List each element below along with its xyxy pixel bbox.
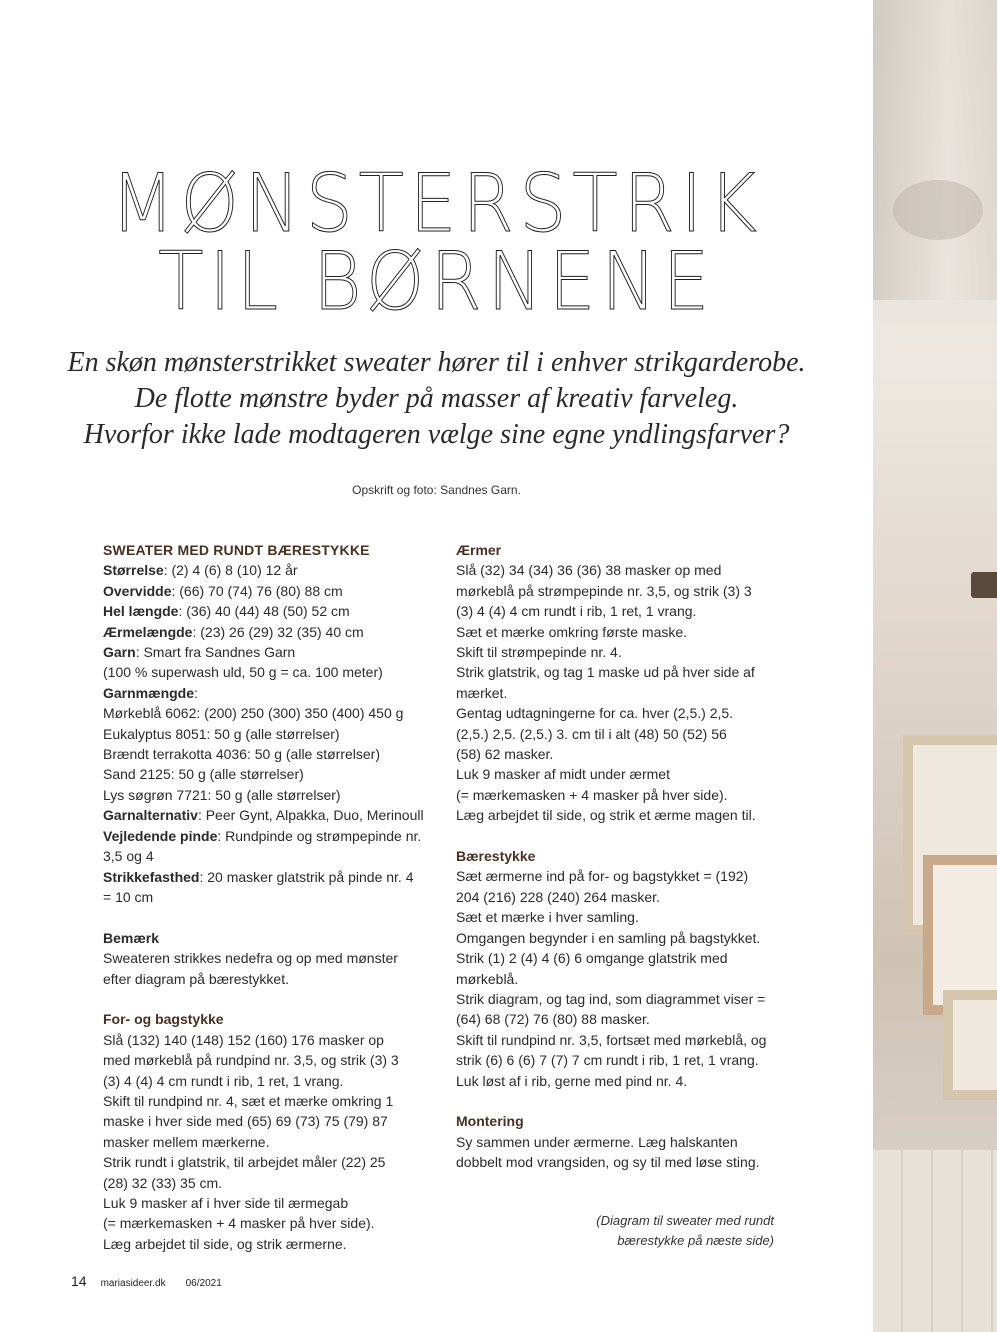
body-line: Læg arbejdet til side, og strik ærmerne. [103,1235,347,1252]
body-line: Gentag udtagningerne for ca. hver (2,5.) 2,5. [456,705,734,722]
photo-shelf [971,572,997,598]
body-line: Læg arbejdet til side, og strik et ærme magen til. [456,807,756,824]
body-line: Strik (1) 2 (4) 4 (6) 6 omgange glatstrik med [456,950,728,967]
lead-line: De flotte mønstre byder på masser af kreativ farveleg. [134,383,739,414]
footer-issue: 06/2021 [185,1278,222,1289]
footer-site: mariasideer.dk [100,1278,166,1289]
spec-needles: Vejledende pinde: Rundpinde og strømpepinde nr. [103,827,422,844]
photo-canvas-frame-small [943,990,997,1100]
right-column [456,540,786,1173]
diagram-note-line: (Diagram til sweater med rundt [596,1213,774,1228]
body-line: Strik diagram, og tag ind, som diagrammet viser = [456,990,766,1007]
body-line: masker mellem mærkerne. [103,1133,270,1150]
body-line: (64) 68 (72) 76 (80) 88 masker. [456,1011,650,1028]
body-line: mørkeblå på strømpepinde nr. 3,5, og strik (3) 3 [456,582,752,599]
body-line: Luk 9 masker af i hver side til ærmegab [103,1194,349,1211]
body-line: (3) 4 (4) 4 cm rundt i rib, 1 ret, 1 vrang. [103,1072,344,1089]
lead-line: En skøn mønsterstrikket sweater hører til i enhver strikgarderobe. [67,347,806,378]
body-line: Skift til strømpepinde nr. 4. [456,644,622,661]
body-line: Sæt et mærke i hver samling. [456,909,639,926]
body-line: mærket. [456,684,508,701]
body-line: dobbelt mod vrangsiden, og sy til med løse sting. [456,1154,760,1171]
body-line: Sy sammen under ærmerne. Læg halskanten [456,1133,738,1150]
body-line: mørkeblå. [456,970,519,987]
body-line: (= mærkemasken + 4 masker på hver side). [103,1215,375,1232]
amount-line: Brændt terrakotta 4036: 50 g (alle størrelser) [103,746,381,763]
spec-alternative: Garnalternativ: Peer Gynt, Alpakka, Duo, Merinoull [103,807,424,824]
body-line: Sæt ærmerne ind på for- og bagstykket = (192) [456,868,749,885]
body-line: Skift til rundpind nr. 3,5, fortsæt med mørkeblå, og [456,1031,767,1048]
amount-line: Lys søgrøn 7721: 50 g (alle størrelser) [103,786,341,803]
spec-needles-cont: 3,5 og 4 [103,848,154,865]
spec-gauge: Strikkefasthed: 20 masker glatstrik på pinde nr. 4 [103,868,414,885]
lead-line: Hvorfor ikke lade modtageren vælge sine egne yndlingsfarver? [83,419,790,450]
section-heading-assembly: Montering [456,1113,524,1130]
body-line: Slå (32) 34 (34) 36 (36) 38 masker op med [456,562,722,579]
body-line: Omgangen begynder i en samling på bagstykket. [456,929,761,946]
photo-wall [873,0,997,300]
left-column [103,540,433,1254]
section-heading-note: Bemærk [103,929,160,946]
body-line: efter diagram på bærestykket. [103,970,289,987]
section-heading-yoke: Bærestykke [456,848,536,865]
body-line: (= mærkemasken + 4 masker på hver side). [456,786,728,803]
body-line: (2,5.) 2,5. (2,5.) 3. cm til i alt (48) 50 (52) 56 [456,725,727,742]
spec-size: Størrelse: (2) 4 (6) 8 (10) 12 år [103,562,298,579]
spec-yarn: Garn: Smart fra Sandnes Garn [103,644,296,661]
body-line: Slå (132) 140 (148) 152 (160) 176 masker op [103,1031,384,1048]
body-line: Luk 9 masker af midt under ærmet [456,766,670,783]
page-footer [71,1273,222,1289]
yarn-note: (100 % superwash uld, 50 g = ca. 100 meter) [103,664,383,681]
spec-length: Hel længde: (36) 40 (44) 48 (50) 52 cm [103,603,350,620]
body-line: (3) 4 (4) 4 cm rundt i rib, 1 ret, 1 vrang. [456,603,697,620]
section-heading-body: For- og bagstykke [103,1011,224,1028]
amount-line: Sand 2125: 50 g (alle størrelser) [103,766,304,783]
body-line: strik (6) 6 (6) 7 (7) 7 cm rundt i rib, 1 ret, 1 vrang. [456,1052,759,1069]
body-line: Luk løst af i rib, gerne med pind nr. 4. [456,1072,688,1089]
photo-studio-canvases [873,0,997,1332]
spec-gauge-cont: = 10 cm [103,888,154,905]
page-number: 14 [71,1273,87,1289]
body-line: Sæt et mærke omkring første maske. [456,623,688,640]
body-line: Skift til rundpind nr. 4, sæt et mærke omkring 1 [103,1092,394,1109]
headline-line-1: MØNSTERSTRIK [110,157,763,250]
credit-value: Sandnes Garn. [440,483,521,497]
spec-amount: Garnmængde: [103,684,198,701]
body-line: Strik glatstrik, og tag 1 maske ud på hver side af [456,664,755,681]
spec-sleeve-length: Ærmelængde: (23) 26 (29) 32 (35) 40 cm [103,623,364,640]
spec-chest: Overvidde: (66) 70 (74) 76 (80) 88 cm [103,582,343,599]
body-line: 204 (216) 228 (240) 264 masker. [456,888,660,905]
photo-floor [873,1150,997,1332]
credit-label: Opskrift og foto: [352,483,437,497]
section-heading-sleeves: Ærmer [456,542,502,558]
photo-stain [893,180,983,240]
body-line: Strik rundt i glatstrik, til arbejdet måler (22) 25 [103,1154,386,1171]
amount-line: Eukalyptus 8051: 50 g (alle størrelser) [103,725,340,742]
diagram-note [520,1211,774,1251]
body-line: Sweateren strikkes nedefra og op med mønster [103,950,398,967]
body-line: maske i hver side med (65) 69 (73) 75 (79) 87 [103,1113,388,1130]
credit-line [0,483,873,497]
body-line: (28) 32 (33) 35 cm. [103,1174,223,1191]
headline-line-2: TIL BØRNENE [158,235,715,328]
body-line: med mørkeblå på rundpind nr. 3,5, og strik (3) 3 [103,1052,399,1069]
body-line: (58) 62 masker. [456,746,554,763]
lead-paragraph [60,345,813,453]
section-heading-sweater: SWEATER MED RUNDT BÆRESTYKKE [103,542,370,558]
amount-line: Mørkeblå 6062: (200) 250 (300) 350 (400) 450 g [103,705,404,722]
diagram-note-line: bærestykke på næste side) [617,1233,774,1248]
